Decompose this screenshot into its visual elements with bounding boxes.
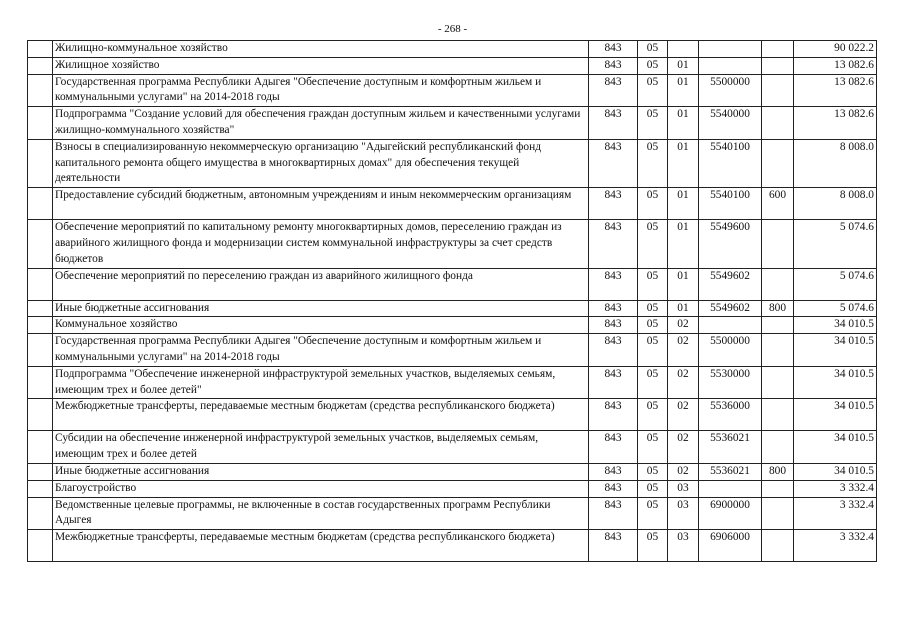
row-name: Подпрограмма "Обеспечение инженерной инфраструктурой земельных участков, выделяемых семьям, имеющим трех и более детей" bbox=[53, 366, 589, 399]
row-target-code bbox=[699, 41, 762, 58]
table-row bbox=[28, 399, 877, 431]
row-target-code: 5500000 bbox=[699, 74, 762, 107]
row-amount: 13 082.6 bbox=[794, 107, 877, 140]
table-row bbox=[28, 334, 877, 367]
row-expense-type bbox=[762, 431, 794, 464]
row-section-code: 05 bbox=[638, 334, 668, 367]
row-target-code bbox=[699, 57, 762, 74]
row-blank-cell bbox=[28, 334, 53, 367]
row-amount: 13 082.6 bbox=[794, 57, 877, 74]
row-subsection-code: 02 bbox=[668, 463, 699, 480]
table-row bbox=[28, 431, 877, 464]
row-expense-type bbox=[762, 107, 794, 140]
row-expense-type bbox=[762, 334, 794, 367]
table-row bbox=[28, 268, 877, 300]
table-row bbox=[28, 463, 877, 480]
row-subsection-code: 01 bbox=[668, 139, 699, 187]
row-blank-cell bbox=[28, 41, 53, 58]
row-subsection-code: 01 bbox=[668, 300, 699, 317]
row-amount: 90 022.2 bbox=[794, 41, 877, 58]
row-blank-cell bbox=[28, 188, 53, 220]
row-subsection-code: 02 bbox=[668, 431, 699, 464]
table-row bbox=[28, 497, 877, 530]
row-blank-cell bbox=[28, 74, 53, 107]
row-target-code: 5500000 bbox=[699, 334, 762, 367]
row-subsection-code: 03 bbox=[668, 480, 699, 497]
row-subsection-code: 01 bbox=[668, 57, 699, 74]
row-target-code: 5540000 bbox=[699, 107, 762, 140]
row-amount: 34 010.5 bbox=[794, 399, 877, 431]
row-expense-type bbox=[762, 139, 794, 187]
row-blank-cell bbox=[28, 107, 53, 140]
row-target-code: 5549600 bbox=[699, 220, 762, 268]
row-name: Межбюджетные трансферты, передаваемые местным бюджетам (средства республиканского бюджета) bbox=[53, 399, 589, 431]
table-row bbox=[28, 188, 877, 220]
row-admin-code: 843 bbox=[589, 220, 638, 268]
table-row bbox=[28, 41, 877, 58]
row-target-code: 6900000 bbox=[699, 497, 762, 530]
row-name: Обеспечение мероприятий по капитальному ремонту многоквартирных домов, переселению граждан из аварийного жилищного фонда и модернизации систем коммунальной инфраструктуры за счет средств бюджетов bbox=[53, 220, 589, 268]
table-row bbox=[28, 366, 877, 399]
row-target-code: 5549602 bbox=[699, 268, 762, 300]
table-row bbox=[28, 480, 877, 497]
row-amount: 3 332.4 bbox=[794, 530, 877, 562]
row-subsection-code: 03 bbox=[668, 497, 699, 530]
row-blank-cell bbox=[28, 463, 53, 480]
table-row bbox=[28, 300, 877, 317]
row-section-code: 05 bbox=[638, 220, 668, 268]
row-admin-code: 843 bbox=[589, 139, 638, 187]
row-section-code: 05 bbox=[638, 41, 668, 58]
row-admin-code: 843 bbox=[589, 334, 638, 367]
row-amount: 5 074.6 bbox=[794, 220, 877, 268]
row-blank-cell bbox=[28, 139, 53, 187]
row-section-code: 05 bbox=[638, 497, 668, 530]
row-subsection-code: 01 bbox=[668, 188, 699, 220]
row-name: Подпрограмма "Создание условий для обеспечения граждан доступным жильем и качественными услугами жилищно-коммунального хозяйства" bbox=[53, 107, 589, 140]
row-target-code bbox=[699, 480, 762, 497]
row-target-code bbox=[699, 317, 762, 334]
row-blank-cell bbox=[28, 497, 53, 530]
row-admin-code: 843 bbox=[589, 300, 638, 317]
row-subsection-code: 01 bbox=[668, 220, 699, 268]
table-row bbox=[28, 220, 877, 268]
row-blank-cell bbox=[28, 399, 53, 431]
row-target-code: 5530000 bbox=[699, 366, 762, 399]
row-expense-type bbox=[762, 530, 794, 562]
row-admin-code: 843 bbox=[589, 366, 638, 399]
row-section-code: 05 bbox=[638, 399, 668, 431]
row-blank-cell bbox=[28, 317, 53, 334]
row-name: Жилищно-коммунальное хозяйство bbox=[53, 41, 589, 58]
row-admin-code: 843 bbox=[589, 74, 638, 107]
row-admin-code: 843 bbox=[589, 463, 638, 480]
row-section-code: 05 bbox=[638, 268, 668, 300]
row-expense-type bbox=[762, 480, 794, 497]
row-name: Государственная программа Республики Адыгея "Обеспечение доступным и комфортным жильем и коммунальными услугами" на 2014-2018 годы bbox=[53, 74, 589, 107]
row-target-code: 5549602 bbox=[699, 300, 762, 317]
row-target-code: 6906000 bbox=[699, 530, 762, 562]
row-expense-type bbox=[762, 497, 794, 530]
row-name: Субсидии на обеспечение инженерной инфраструктурой земельных участков, выделяемых семьям, имеющим трех и более детей bbox=[53, 431, 589, 464]
row-target-code: 5540100 bbox=[699, 188, 762, 220]
row-name: Иные бюджетные ассигнования bbox=[53, 463, 589, 480]
row-name: Ведомственные целевые программы, не включенные в состав государственных программ Республики Адыгея bbox=[53, 497, 589, 530]
row-expense-type bbox=[762, 268, 794, 300]
table-row bbox=[28, 74, 877, 107]
row-section-code: 05 bbox=[638, 107, 668, 140]
table-row bbox=[28, 530, 877, 562]
row-expense-type: 800 bbox=[762, 300, 794, 317]
row-subsection-code: 01 bbox=[668, 268, 699, 300]
row-amount: 5 074.6 bbox=[794, 268, 877, 300]
row-admin-code: 843 bbox=[589, 497, 638, 530]
row-section-code: 05 bbox=[638, 57, 668, 74]
row-admin-code: 843 bbox=[589, 399, 638, 431]
row-amount: 34 010.5 bbox=[794, 317, 877, 334]
row-amount: 3 332.4 bbox=[794, 480, 877, 497]
row-name: Взносы в специализированную некоммерческую организацию "Адыгейский республиканский фонд капитального ремонта общего имущества в многоквартирных домах" для обеспечения текущей деятельности bbox=[53, 139, 589, 187]
row-amount: 5 074.6 bbox=[794, 300, 877, 317]
row-subsection-code: 02 bbox=[668, 399, 699, 431]
budget-table-body bbox=[28, 41, 877, 562]
row-expense-type bbox=[762, 57, 794, 74]
row-expense-type bbox=[762, 220, 794, 268]
row-section-code: 05 bbox=[638, 530, 668, 562]
row-target-code: 5536021 bbox=[699, 431, 762, 464]
row-name: Иные бюджетные ассигнования bbox=[53, 300, 589, 317]
table-row bbox=[28, 107, 877, 140]
row-name: Межбюджетные трансферты, передаваемые местным бюджетам (средства республиканского бюджета) bbox=[53, 530, 589, 562]
row-section-code: 05 bbox=[638, 300, 668, 317]
row-target-code: 5536021 bbox=[699, 463, 762, 480]
row-expense-type bbox=[762, 399, 794, 431]
row-target-code: 5540100 bbox=[699, 139, 762, 187]
row-name: Жилищное хозяйство bbox=[53, 57, 589, 74]
row-expense-type bbox=[762, 74, 794, 107]
row-name: Благоустройство bbox=[53, 480, 589, 497]
row-name: Коммунальное хозяйство bbox=[53, 317, 589, 334]
row-amount: 34 010.5 bbox=[794, 463, 877, 480]
row-admin-code: 843 bbox=[589, 107, 638, 140]
row-section-code: 05 bbox=[638, 480, 668, 497]
row-section-code: 05 bbox=[638, 139, 668, 187]
row-blank-cell bbox=[28, 268, 53, 300]
row-expense-type bbox=[762, 366, 794, 399]
row-expense-type bbox=[762, 317, 794, 334]
row-amount: 13 082.6 bbox=[794, 74, 877, 107]
row-blank-cell bbox=[28, 366, 53, 399]
row-blank-cell bbox=[28, 480, 53, 497]
row-admin-code: 843 bbox=[589, 317, 638, 334]
row-section-code: 05 bbox=[638, 317, 668, 334]
row-subsection-code: 03 bbox=[668, 530, 699, 562]
row-section-code: 05 bbox=[638, 366, 668, 399]
row-subsection-code: 01 bbox=[668, 74, 699, 107]
row-blank-cell bbox=[28, 431, 53, 464]
row-admin-code: 843 bbox=[589, 431, 638, 464]
row-target-code: 5536000 bbox=[699, 399, 762, 431]
row-admin-code: 843 bbox=[589, 268, 638, 300]
row-subsection-code: 02 bbox=[668, 334, 699, 367]
row-blank-cell bbox=[28, 300, 53, 317]
row-admin-code: 843 bbox=[589, 41, 638, 58]
row-section-code: 05 bbox=[638, 431, 668, 464]
row-admin-code: 843 bbox=[589, 188, 638, 220]
table-row bbox=[28, 57, 877, 74]
row-admin-code: 843 bbox=[589, 530, 638, 562]
row-admin-code: 843 bbox=[589, 480, 638, 497]
row-blank-cell bbox=[28, 220, 53, 268]
row-blank-cell bbox=[28, 57, 53, 74]
row-name: Государственная программа Республики Адыгея "Обеспечение доступным и комфортным жильем и коммунальными услугами" на 2014-2018 годы bbox=[53, 334, 589, 367]
row-admin-code: 843 bbox=[589, 57, 638, 74]
row-amount: 8 008.0 bbox=[794, 139, 877, 187]
row-amount: 34 010.5 bbox=[794, 431, 877, 464]
row-name: Обеспечение мероприятий по переселению граждан из аварийного жилищного фонда bbox=[53, 268, 589, 300]
row-subsection-code bbox=[668, 41, 699, 58]
row-amount: 8 008.0 bbox=[794, 188, 877, 220]
row-expense-type: 600 bbox=[762, 188, 794, 220]
row-name: Предоставление субсидий бюджетным, автономным учреждениям и иным некоммерческим организациям bbox=[53, 188, 589, 220]
table-row bbox=[28, 139, 877, 187]
row-section-code: 05 bbox=[638, 188, 668, 220]
row-expense-type: 800 bbox=[762, 463, 794, 480]
budget-table bbox=[27, 40, 877, 562]
row-subsection-code: 02 bbox=[668, 317, 699, 334]
row-subsection-code: 02 bbox=[668, 366, 699, 399]
row-amount: 3 332.4 bbox=[794, 497, 877, 530]
row-expense-type bbox=[762, 41, 794, 58]
row-amount: 34 010.5 bbox=[794, 366, 877, 399]
page-number: - 268 - bbox=[437, 23, 468, 35]
row-subsection-code: 01 bbox=[668, 107, 699, 140]
row-section-code: 05 bbox=[638, 74, 668, 107]
table-row bbox=[28, 317, 877, 334]
row-blank-cell bbox=[28, 530, 53, 562]
row-amount: 34 010.5 bbox=[794, 334, 877, 367]
row-section-code: 05 bbox=[638, 463, 668, 480]
